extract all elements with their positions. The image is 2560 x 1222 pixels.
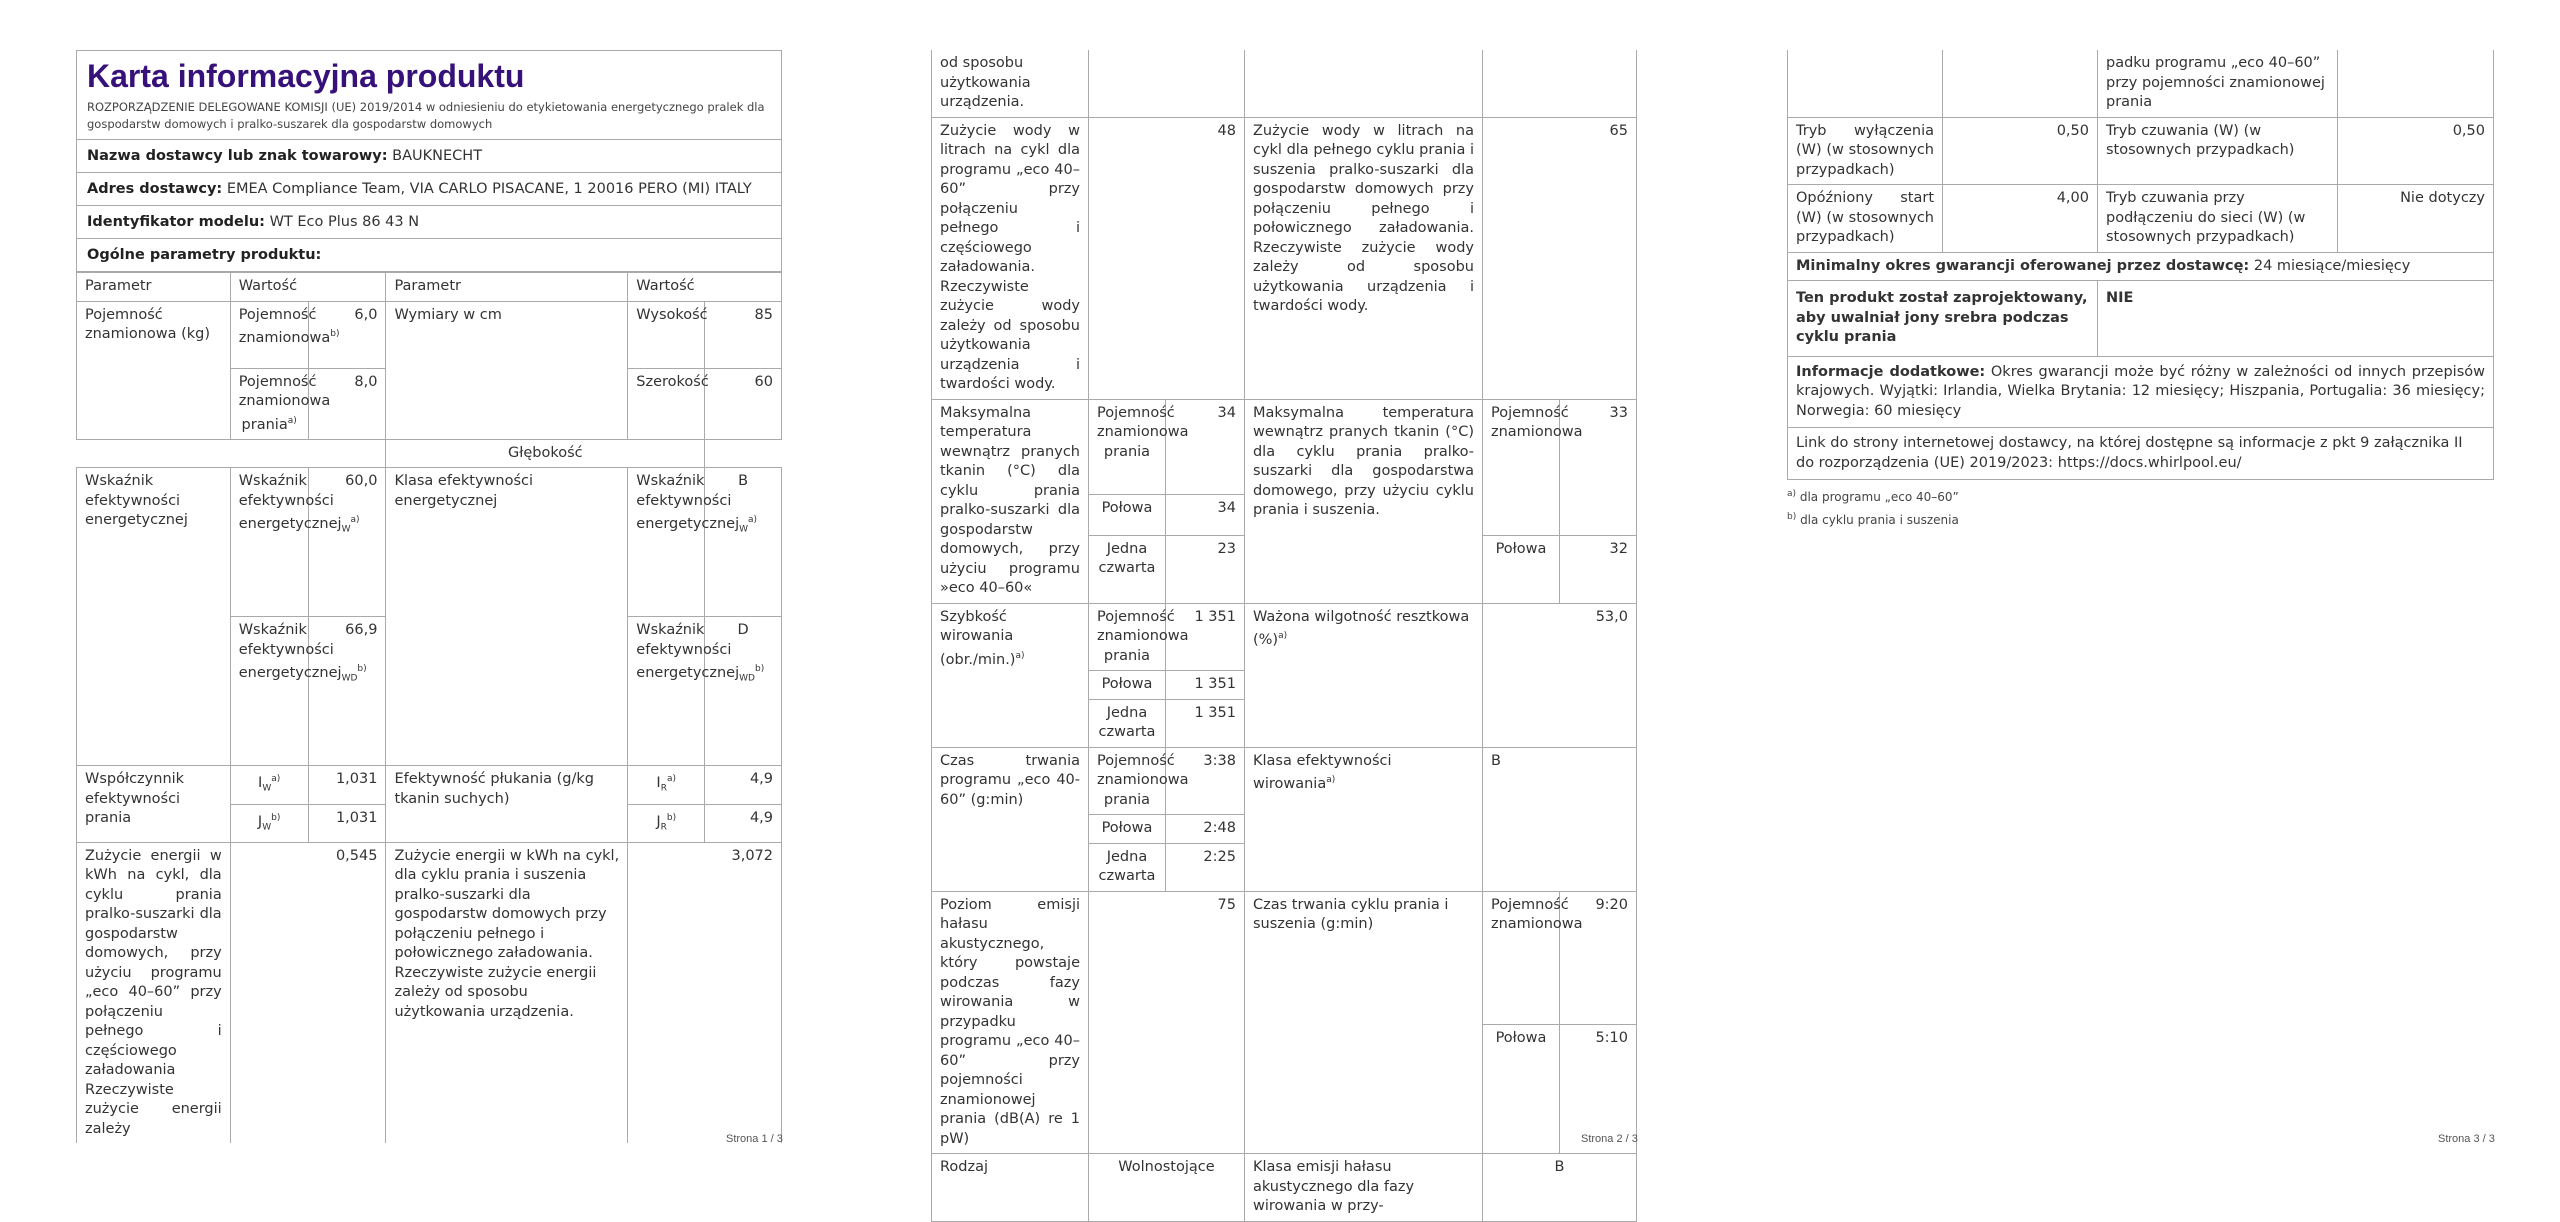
- header-value-2: Wartość: [628, 273, 782, 302]
- temp-w-half-label: Połowa: [1089, 495, 1166, 535]
- rinse-label: Efektywność płukania (g/kg tkanin suchych): [386, 766, 628, 842]
- wd-dur-full-label: Pojemność znamionowa: [1483, 891, 1560, 1025]
- noise-label: Poziom emisji hałasu akustycznego, który powstaje podczas fazy wirowania w przypadku programu „eco 40–60” przy pojemności znamionowej prania (dB(A) re 1 pW): [932, 891, 1089, 1154]
- ir-value: 4,9: [705, 766, 782, 804]
- eei-w-label: Wskaźnik efektywności energetycznej: [238, 473, 342, 533]
- table-row: [932, 747, 1637, 815]
- water-w-label: Zużycie wody w litrach na cykl dla programu „eco 40–60” przy połączeniu pełnego i częściowego załadowania. Rzeczywiste zużycie wody zależy od sposobu użytkowania urządzenia i twardości wody.: [932, 117, 1089, 399]
- table-row: [77, 766, 782, 804]
- dims-label: Wymiary w cm: [386, 301, 628, 439]
- silver-value-cell: [2098, 281, 2494, 357]
- wd-dur-half-value: 5:10: [1559, 1025, 1636, 1154]
- general-params-label: Ogólne parametry produktu:: [87, 247, 322, 263]
- capacity-wash-label: Pojemność znamionowa: [238, 306, 331, 346]
- energy-w-value: 0,545: [230, 842, 386, 1143]
- supplier-label: Nazwa dostawcy lub znak towarowy:: [87, 148, 388, 164]
- temp-w-full-label: Pojemność znamionowa prania: [1089, 399, 1166, 495]
- wd-dur-label: Czas trwania cyklu prania i suszenia (g:min): [1244, 891, 1482, 1154]
- temp-wd-half-value: 32: [1559, 535, 1636, 603]
- wash-eff-label: Współczynnik efektywności prania: [77, 766, 231, 842]
- product-sheet-header: [76, 50, 782, 272]
- jw-value: 1,031: [308, 804, 386, 842]
- additional-info-label: Informacje dodatkowe:: [1796, 363, 1986, 380]
- height-label: Wysokość: [628, 301, 705, 368]
- table-row: [77, 468, 782, 617]
- noise-value: 75: [1089, 891, 1245, 1154]
- water-wd-label: Zużycie wody w litrach na cykl dla pełnego cyklu prania i suszenia pralko-suszarki dla gospodarstw domowych przy połączeniu pełnego i połowicznego załadowania. Rzeczywiste zużycie wody zależy od sposobu użytkowania urządzenia i twardości wody.: [1244, 117, 1482, 399]
- delay-start-value: 4,00: [1943, 185, 2098, 253]
- off-mode-value: 0,50: [1943, 117, 2098, 185]
- silver-label: Ten produkt został zaprojektowany, aby uwalniał jony srebra podczas cyklu prania: [1796, 290, 2088, 345]
- width-value: 60: [705, 368, 782, 439]
- table-row: [932, 891, 1637, 1025]
- noise-class-label: Klasa emisji hałasu akustycznego dla fazy wirowania w przy-: [1244, 1154, 1482, 1222]
- table-row: [932, 603, 1637, 671]
- eei-wd-value: 66,9: [308, 617, 386, 766]
- temp-w-full-value: 34: [1165, 399, 1244, 495]
- noise-class-value: B: [1483, 1154, 1637, 1222]
- eei-wd-cell: Wskaźnik efektywności energetycznej$_{WD}^{b)}$: [230, 617, 308, 766]
- capacity-dry-label: Pojemność znamionowa prania: [238, 373, 331, 433]
- table-row: [1788, 185, 2494, 253]
- table-row: [77, 842, 782, 1143]
- supplier-row: [77, 139, 781, 172]
- table-row: [77, 439, 782, 468]
- address-row: [77, 172, 781, 205]
- header-param: Parametr: [77, 273, 231, 302]
- spin-half-value: 1 351: [1165, 671, 1244, 700]
- eclass-w-label: Wskaźnik efektywności energetycznej: [636, 473, 740, 533]
- standby-value: 0,50: [2338, 117, 2494, 185]
- page-1: [76, 50, 782, 1143]
- delay-start-label: Opóźniony start (W) (w stosownych przypadkach): [1788, 185, 1943, 253]
- page-number-3: Strona 3 / 3: [2438, 1133, 2495, 1145]
- water-w-value: 48: [1089, 117, 1245, 399]
- iw-label: $I_W^{a)}$: [230, 766, 308, 804]
- spin-class-value: B: [1483, 747, 1637, 891]
- eclass-w-value: B: [705, 468, 782, 617]
- table-header-row: [77, 273, 782, 302]
- supplier-link[interactable]: https://docs.whirlpool.eu/: [2057, 454, 2242, 471]
- temp-w-half-value: 34: [1165, 495, 1244, 535]
- networked-standby-value: Nie dotyczy: [2338, 185, 2494, 253]
- additional-info-value: Okres gwarancji może być różny w zależności od innych przepisów krajowych. Wyjątki: Irlandia, Wielka Brytania: 12 miesięcy; Hiszpania, Portugalia: 36 miesięcy; Norwegia: 60 miesięcy: [1796, 363, 2485, 419]
- link-text: Link do strony internetowej dostawcy, na której dostępne są informacje z pkt 9 załącznika II do rozporządzenia (UE) 2019/2023:: [1796, 435, 2463, 471]
- regulation-text: ROZPORZĄDZENIE DELEGOWANE KOMISJI (UE) 2019/2014 w odniesieniu do etykietowania energetycznego pralek dla gospodarstw domowych i pralko-suszarek dla gospodarstw domowych: [87, 100, 765, 131]
- eei-wd-label: Wskaźnik efektywności energetycznej: [238, 622, 342, 682]
- width-label: Szerokość: [628, 368, 705, 439]
- params-table-3: [1787, 50, 2494, 480]
- energy-wd-value: 3,072: [628, 842, 782, 1143]
- capacity-label: Pojemność znamionowa (kg): [77, 301, 231, 439]
- moisture-value: 53,0: [1483, 603, 1637, 747]
- footnote-b: $^{b)}$ dla cyklu prania i suszenia: [1787, 512, 1959, 527]
- energy-w-label: Zużycie energii w kWh na cykl, dla cyklu prania pralko-suszarki dla gospodarstw domowych, przy użyciu programu „eco 40–60” przy połączeniu pełnego i częściowego załadowania Rzeczywiste zużycie energii zależy: [77, 842, 231, 1143]
- eei-w-value: 60,0: [308, 468, 386, 617]
- footnote-b-text: dla cyklu prania i suszenia: [1800, 513, 1959, 527]
- supplier-value: BAUKNECHT: [392, 148, 483, 164]
- continued-text: od sposobu użytkowania urządzenia.: [932, 50, 1089, 117]
- page-3: [1787, 50, 2493, 530]
- eclass-wd-cell: Wskaźnik efektywności energetycznej$_{WD}^{b)}$: [628, 617, 705, 766]
- iw-value: 1,031: [308, 766, 386, 804]
- dur-half-value: 2:48: [1165, 815, 1244, 844]
- spin-class-label-cell: Klasa efektywności wirowania$^{a)}$: [1244, 747, 1482, 891]
- footnotes: [1787, 484, 2493, 530]
- continued-text: padku programu „eco 40–60” przy pojemności znamionowej prania: [2098, 50, 2338, 117]
- height-value: 85: [705, 301, 782, 368]
- silver-value: NIE: [2106, 290, 2134, 306]
- footnote-a-text: dla programu „eco 40–60”: [1799, 490, 1959, 504]
- eclass-wd-label: Wskaźnik efektywności energetycznej: [636, 622, 740, 682]
- spin-quarter-label: Jedna czwarta: [1089, 699, 1166, 747]
- capacity-wash-cell: Pojemność znamionowa$^{b)}$: [230, 301, 308, 368]
- address-label: Adres dostawcy:: [87, 181, 223, 197]
- page-number-2: Strona 2 / 3: [1581, 1133, 1638, 1145]
- wd-dur-full-value: 9:20: [1559, 891, 1636, 1025]
- warranty-value: 24 miesiące/miesięcy: [2253, 257, 2411, 274]
- table-row: [77, 301, 782, 368]
- type-label: Rodzaj: [932, 1154, 1089, 1222]
- ir-label: $I_R^{a)}$: [628, 766, 705, 804]
- spin-class-label: Klasa efektywności wirowania: [1252, 752, 1392, 792]
- page-2: [931, 50, 1637, 1222]
- table-row: [1788, 117, 2494, 185]
- table-row: [1788, 50, 2494, 117]
- warranty-label: Minimalny okres gwarancji oferowanej przez dostawcę:: [1796, 257, 2250, 274]
- header-value: Wartość: [230, 273, 386, 302]
- energy-wd-label: Zużycie energii w kWh na cykl, dla cyklu prania i suszenia pralko-suszarki dla gospodarstw domowych przy połączeniu pełnego i połowicznego załadowania. Rzeczywiste zużycie energii zależy od sposobu użytkowania urządzenia.: [386, 842, 628, 1143]
- table-row: [1788, 356, 2494, 428]
- networked-standby-label: Tryb czuwania przy podłączeniu do sieci (W) (w stosownych przypadkach): [2098, 185, 2338, 253]
- capacity-dry-value: 8,0: [308, 368, 386, 439]
- model-value: WT Eco Plus 86 43 N: [269, 214, 420, 230]
- table-row: [1788, 428, 2494, 480]
- spin-full-label: Pojemność znamionowa prania: [1089, 603, 1166, 671]
- temp-wd-full-value: 33: [1559, 399, 1636, 535]
- table-row: [1788, 252, 2494, 281]
- additional-info-row: [1788, 356, 2494, 428]
- general-params-row: [77, 238, 781, 271]
- spin-half-label: Połowa: [1089, 671, 1166, 700]
- type-value: Wolnostojące: [1089, 1154, 1245, 1222]
- depth-label: Głębokość: [386, 439, 705, 468]
- wd-dur-half-label: Połowa: [1483, 1025, 1560, 1154]
- spin-quarter-value: 1 351: [1165, 699, 1244, 747]
- table-row: [932, 399, 1637, 495]
- spin-label-cell: Szybkość wirowania $(obr./\min.)^{a)}$: [932, 603, 1089, 747]
- model-row: [77, 205, 781, 238]
- table-row: [932, 117, 1637, 399]
- dur-half-label: Połowa: [1089, 815, 1166, 844]
- dur-full-label: Pojemność znamionowa prania: [1089, 747, 1166, 815]
- eclass-w-cell: Wskaźnik efektywności energetycznej$_W^{a)}$: [628, 468, 705, 617]
- jr-value: 4,9: [705, 804, 782, 842]
- capacity-dry-cell: Pojemność znamionowa prania$^{a)}$: [230, 368, 308, 439]
- model-label: Identyfikator modelu:: [87, 214, 265, 230]
- page-title: Karta informacyjna produktu: [87, 58, 525, 94]
- warranty-row: [1788, 252, 2494, 281]
- eclass-wd-value: D: [705, 617, 782, 766]
- silver-label-cell: [1788, 281, 2098, 357]
- page-number-1: Strona 1 / 3: [726, 1133, 783, 1145]
- params-table-2: [931, 50, 1637, 1222]
- link-row: [1788, 428, 2494, 480]
- jr-label: $J_R^{b)}$: [628, 804, 705, 842]
- spin-label: Szybkość wirowania (obr./min.): [940, 608, 1016, 668]
- header-param-2: Parametr: [386, 273, 628, 302]
- duration-label: Czas trwania programu „eco 40-60” (g:min): [932, 747, 1089, 891]
- eclass-label: Klasa efektywności energetycznej: [386, 468, 628, 766]
- temp-w-label: Maksymalna temperatura wewnątrz pranych tkanin (°C) dla cyklu prania pralko-suszarki dla gospodarstw domowych, przy użyciu programu »eco 40–60«: [932, 399, 1089, 603]
- table-row: [932, 1154, 1637, 1222]
- params-table-1: [76, 272, 782, 1143]
- temp-w-quarter-label: Jedna czwarta: [1089, 535, 1166, 603]
- moisture-label: Ważona wilgotność resztkowa (%): [1252, 608, 1470, 648]
- dur-full-value: 3:38: [1165, 747, 1244, 815]
- jw-label: $J_W^{b)}$: [230, 804, 308, 842]
- dur-quarter-value: 2:25: [1165, 843, 1244, 891]
- eei-w-cell: Wskaźnik efektywności energetycznej$_W^{a)}$: [230, 468, 308, 617]
- footnote-a: $^{a)}$ dla programu „eco 40–60”: [1787, 489, 1959, 504]
- address-value: EMEA Compliance Team, VIA CARLO PISACANE, 1 20016 PERO (MI) ITALY: [226, 181, 752, 197]
- eei-label: Wskaźnik efektywności energetycznej: [77, 468, 231, 766]
- capacity-wash-value: 6,0: [308, 301, 386, 368]
- off-mode-label: Tryb wyłączenia (W) (w stosownych przypadkach): [1788, 117, 1943, 185]
- temp-wd-label: Maksymalna temperatura wewnątrz pranych tkanin (°C) dla cyklu prania pralko-suszarki dla gospodarstwa domowego, przy użyciu cyklu prania i suszenia.: [1244, 399, 1482, 603]
- table-row: [1788, 281, 2494, 357]
- water-wd-value: 65: [1483, 117, 1637, 399]
- temp-wd-full-label: Pojemność znamionowa: [1483, 399, 1560, 535]
- temp-wd-half-label: Połowa: [1483, 535, 1560, 603]
- standby-label: Tryb czuwania (W) (w stosownych przypadkach): [2098, 117, 2338, 185]
- spin-full-value: 1 351: [1165, 603, 1244, 671]
- table-row: [932, 50, 1637, 117]
- moisture-label-cell: Ważona wilgotność resztkowa (%)$^{a)}$: [1244, 603, 1482, 747]
- dur-quarter-label: Jedna czwarta: [1089, 843, 1166, 891]
- temp-w-quarter-value: 23: [1165, 535, 1244, 603]
